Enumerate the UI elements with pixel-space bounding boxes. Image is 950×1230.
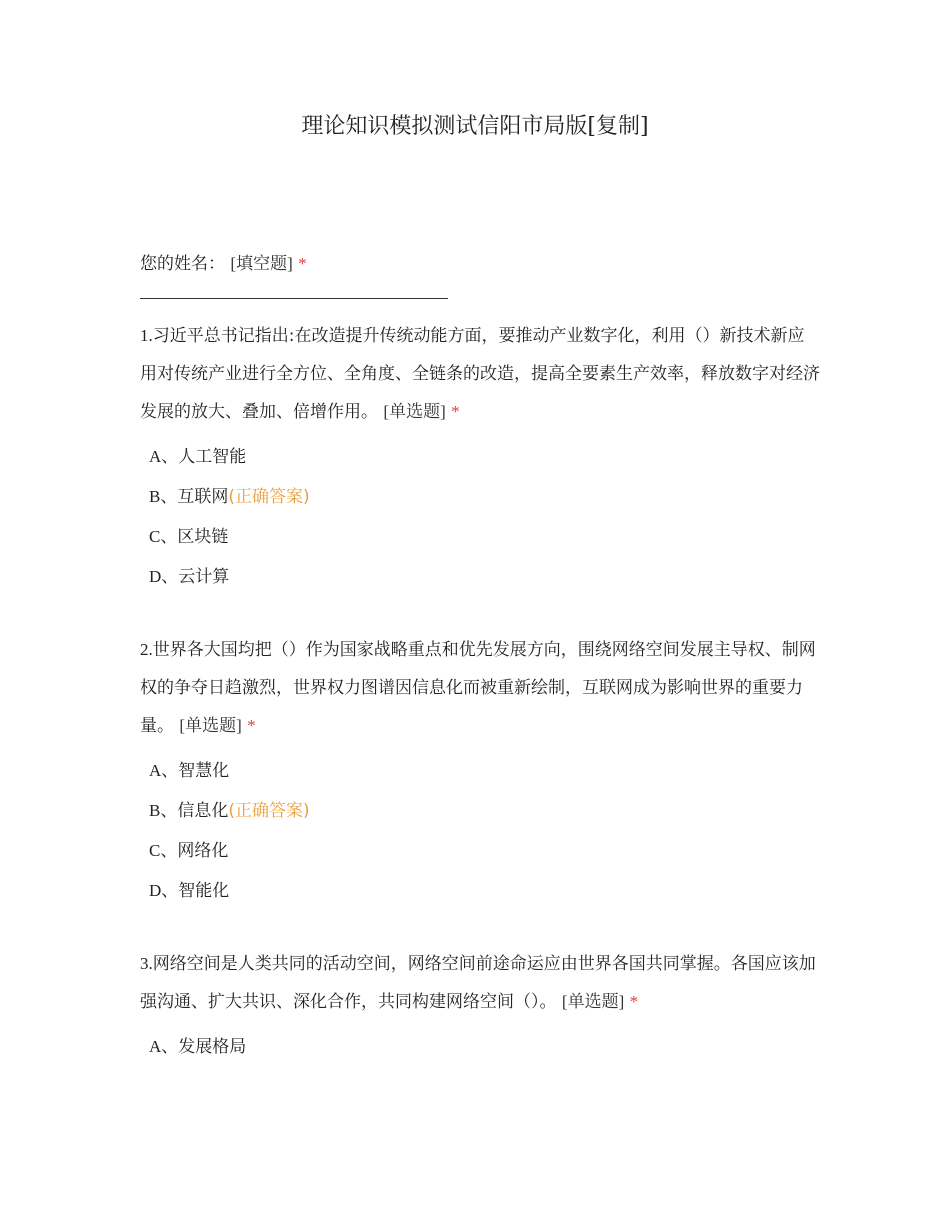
required-mark: *	[298, 254, 307, 273]
option-separator: 、	[161, 567, 179, 587]
option-item[interactable]	[149, 477, 820, 517]
option-text: 信息化	[177, 801, 229, 821]
option-text: 区块链	[177, 527, 229, 547]
option-separator: 、	[160, 841, 178, 861]
option-item[interactable]	[149, 791, 820, 831]
option-separator: 、	[161, 761, 179, 781]
question-type-tag: [填空题]	[230, 254, 293, 273]
option-list	[149, 751, 820, 911]
form-content	[140, 248, 820, 1067]
required-mark: *	[629, 992, 639, 1011]
page-title: 理论知识模拟测试信阳市局版[复制]	[301, 114, 649, 139]
option-text: 发展格局	[178, 1037, 247, 1057]
question-number: 1.	[140, 326, 153, 345]
question-text	[140, 317, 820, 431]
required-mark: *	[247, 716, 256, 735]
option-separator: 、	[161, 447, 179, 467]
option-item[interactable]	[149, 751, 820, 791]
spacer	[140, 911, 820, 945]
option-list	[149, 437, 820, 597]
option-separator: 、	[160, 801, 178, 821]
option-letter: D	[149, 567, 162, 586]
option-separator: 、	[160, 527, 178, 547]
question-block	[140, 631, 820, 911]
question-body: 习近平总书记指出:在改造提升传统动能方面，要推动产业数字化，利用（）新技术新应用对传统产业进行全方位、全角度、全链条的改造，提高全要素生产效率，释放数字对经济发展的放大、叠加、倍增作用。	[140, 326, 820, 422]
option-letter: C	[149, 527, 161, 546]
correct-answer-label: (正确答案)	[228, 801, 310, 821]
option-item[interactable]	[149, 517, 820, 557]
required-mark: *	[451, 402, 460, 421]
option-text: 互联网	[177, 487, 229, 507]
option-letter: A	[149, 761, 162, 780]
option-text: 网络化	[177, 841, 229, 861]
name-question	[140, 248, 820, 280]
option-text: 智能化	[178, 881, 230, 901]
option-text: 智慧化	[178, 761, 230, 781]
option-item[interactable]	[149, 831, 820, 871]
option-item[interactable]	[149, 1027, 820, 1067]
question-type-tag: [单选题]	[179, 716, 242, 735]
option-separator: 、	[160, 487, 178, 507]
option-letter: A	[149, 447, 162, 466]
option-letter: B	[149, 487, 161, 506]
option-letter: C	[149, 841, 161, 860]
question-type-tag: [单选题]	[383, 402, 446, 421]
question-type-tag: [单选题]	[561, 992, 625, 1011]
question-body: 网络空间是人类共同的活动空间，网络空间前途命运应由世界各国共同掌握。各国应该加强沟通、扩大共识、深化合作，共同构建网络空间（）。	[140, 954, 816, 1012]
option-list	[149, 1027, 820, 1067]
option-item[interactable]	[149, 871, 820, 911]
option-text: 云计算	[178, 567, 230, 587]
option-item[interactable]	[149, 557, 820, 597]
question-number: 3.	[140, 954, 153, 973]
question-body: 世界各大国均把（）作为国家战略重点和优先发展方向，围绕网络空间发展主导权、制网权的争夺日趋激烈，世界权力图谱因信息化而被重新绘制，互联网成为影响世界的重要力量。	[140, 640, 816, 736]
name-label: 您的姓名：	[140, 254, 225, 274]
question-block	[140, 317, 820, 597]
name-answer-line[interactable]	[140, 298, 448, 299]
spacer	[140, 597, 820, 631]
option-item[interactable]	[149, 437, 820, 477]
option-letter: D	[149, 881, 162, 900]
question-text	[140, 945, 820, 1021]
option-text: 人工智能	[178, 447, 247, 467]
question-block	[140, 945, 820, 1067]
option-letter: B	[149, 801, 161, 820]
option-separator: 、	[161, 1037, 179, 1057]
question-number: 2.	[140, 640, 153, 659]
question-text	[140, 631, 820, 745]
correct-answer-label: (正确答案)	[228, 487, 310, 507]
option-letter: A	[149, 1037, 162, 1056]
option-separator: 、	[161, 881, 179, 901]
